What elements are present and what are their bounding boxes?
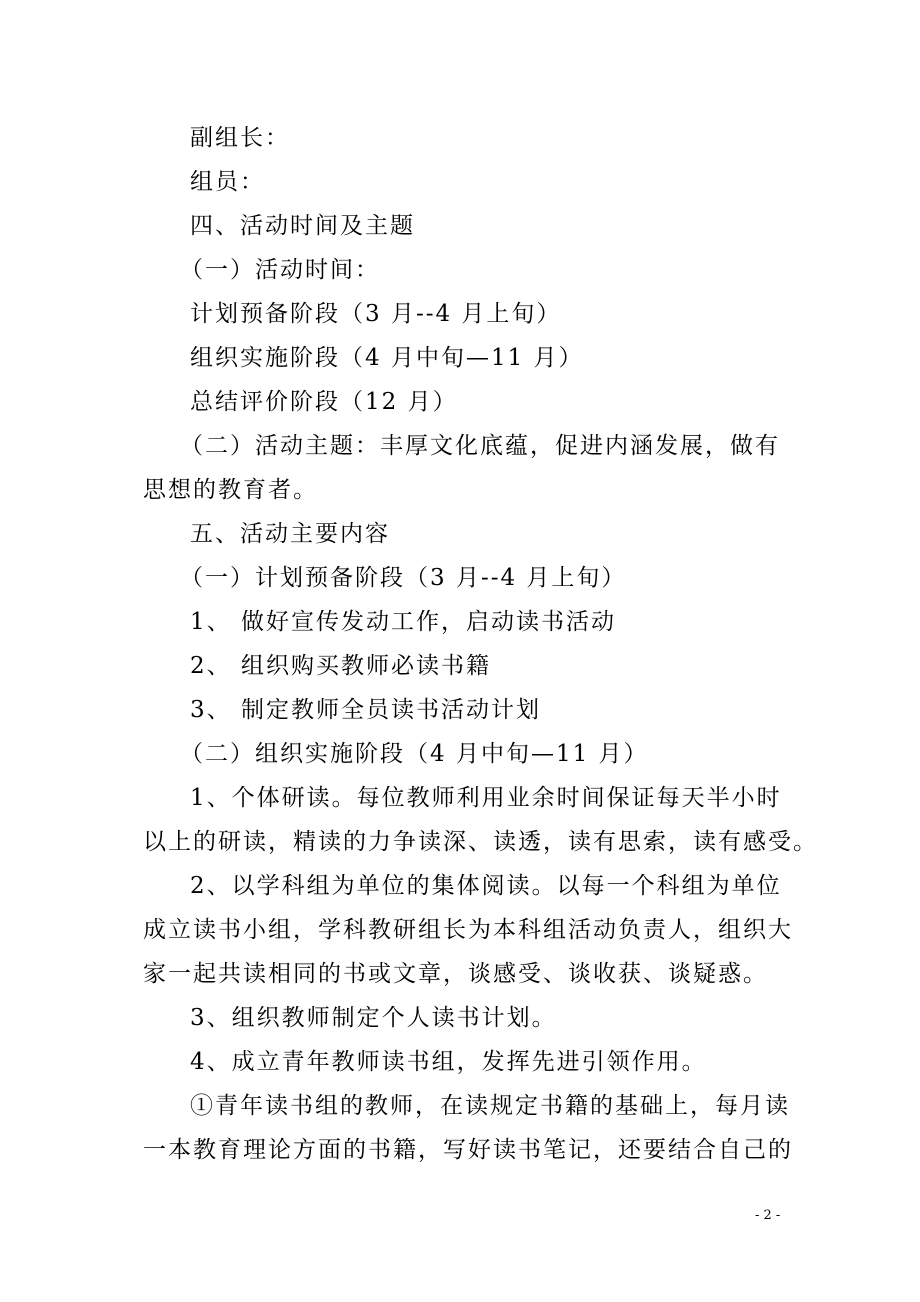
list-item-publicity: 1、 做好宣传发动工作，启动读书活动: [190, 609, 616, 635]
list-item-make-plan: 3、 制定教师全员读书活动计划: [190, 697, 541, 723]
text-line-planning-stage: 计划预备阶段（3 月--4 月上旬）: [190, 301, 562, 327]
paragraph-young-group: ①青年读书组的教师，在读规定书籍的基础上，每月读: [190, 1093, 790, 1119]
paragraph-group-reading-continued-2: 家一起共读相同的书或文章，谈感受、谈收获、谈疑惑。: [143, 961, 768, 987]
text-line-deputy-leader: 副组长：: [190, 125, 290, 151]
paragraph-personal-plan: 3、组织教师制定个人读书计划。: [190, 1005, 557, 1031]
text-line-members: 组员：: [190, 169, 265, 195]
section-heading-main-content: 五、活动主要内容: [190, 521, 390, 547]
subheading-activity-theme: （二）活动主题：丰厚文化底蕴，促进内涵发展，做有: [180, 433, 780, 459]
subheading-implementation-stage: （二）组织实施阶段（4 月中旬—11 月）: [180, 741, 649, 767]
subheading-activity-time: （一）活动时间：: [180, 257, 380, 283]
text-line-implementation-stage: 组织实施阶段（4 月中旬—11 月）: [190, 345, 584, 371]
text-line-theme-continued: 思想的教育者。: [143, 477, 318, 503]
paragraph-young-teachers: 4、成立青年教师读书组，发挥先进引领作用。: [190, 1049, 707, 1075]
section-heading-time-theme: 四、活动时间及主题: [190, 213, 415, 239]
page-number: - 2 -: [755, 1208, 781, 1223]
subheading-planning-stage: （一）计划预备阶段（3 月--4 月上旬）: [180, 565, 627, 591]
list-item-buy-books: 2、 组织购买教师必读书籍: [190, 653, 491, 679]
paragraph-group-reading: 2、以学科组为单位的集体阅读。以每一个科组为单位: [190, 873, 782, 899]
paragraph-individual-reading-continued: 以上的研读，精读的力争读深、读透，读有思索，读有感受。: [143, 829, 818, 855]
paragraph-young-group-continued: 一本教育理论方面的书籍，写好读书笔记，还要结合自己的: [143, 1137, 793, 1163]
paragraph-group-reading-continued-1: 成立读书小组，学科教研组长为本科组活动负责人，组织大: [143, 917, 793, 943]
paragraph-individual-reading: 1、个体研读。每位教师利用业余时间保证每天半小时: [190, 785, 782, 811]
text-line-evaluation-stage: 总结评价阶段（12 月）: [190, 389, 458, 415]
